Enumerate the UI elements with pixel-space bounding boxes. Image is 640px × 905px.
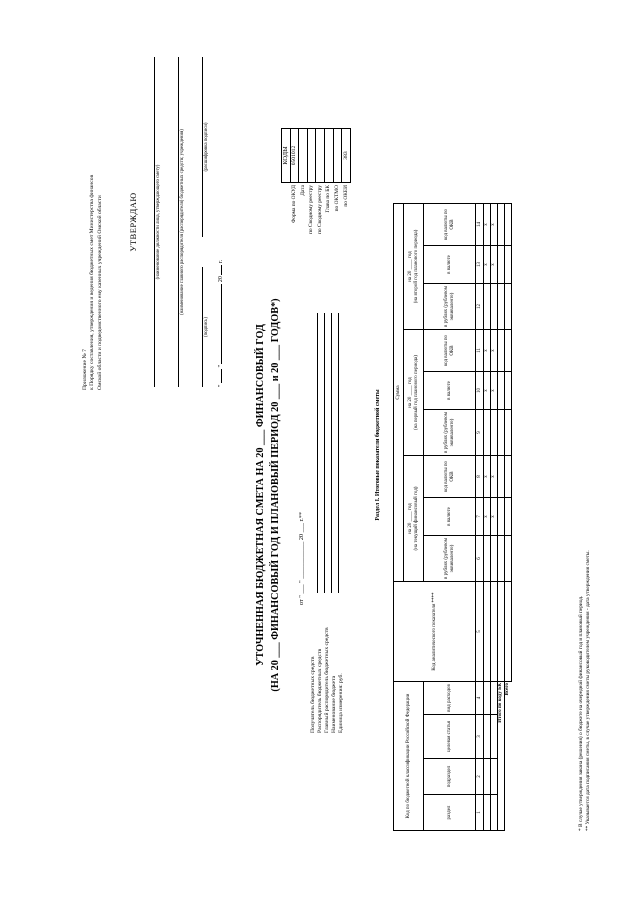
table-row (491, 204, 498, 831)
distributor-line (324, 313, 325, 593)
table-cell (498, 536, 505, 582)
table-cell (491, 284, 498, 330)
x-mark: x (491, 372, 498, 410)
table-cell (498, 410, 505, 456)
col-num: 7 (476, 498, 484, 536)
main-distributor-label: Главный распорядитель бюджетных средств (324, 627, 330, 733)
table-cell (484, 715, 491, 759)
p2-rub: в рублях (рублевом эквиваленте) (424, 410, 476, 456)
footnotes (578, 131, 592, 831)
bk-header: Код по бюджетной классификации Российской Федерации (394, 682, 424, 831)
okud-label: Форма по ОКУД (291, 185, 297, 223)
table-cell (505, 582, 512, 682)
x-mark: x (484, 246, 491, 284)
table-cell (505, 372, 512, 410)
column-number-row (476, 204, 484, 831)
p2-currency: в валюте (424, 372, 476, 410)
col-num: 10 (476, 372, 484, 410)
col-num: 1 (476, 795, 484, 831)
col-expense: вид расходов (424, 682, 476, 715)
period3-header: на 20 ____ год (на второй год планового периода) (404, 204, 424, 330)
table-cell (484, 759, 491, 795)
main-distributor-line (331, 313, 332, 593)
authority-line (178, 57, 179, 387)
total-bk-label: Итого по коду БК (498, 682, 505, 831)
signature-line (202, 267, 203, 387)
table-cell (498, 498, 505, 536)
col-num: 13 (476, 246, 484, 284)
table-cell (505, 330, 512, 372)
x-mark: x (491, 204, 498, 246)
approval-date-row (218, 57, 224, 387)
table-cell (498, 204, 505, 246)
date-quote-close: " (218, 365, 224, 368)
footnote-2: ** Указывается дата подписания сметы, в случае утверждения сметы руководителем учреждения - дата утверждения сметы. (585, 550, 591, 831)
p3-rub: в рублях (рублевом эквиваленте) (424, 284, 476, 330)
registry-label-1: по Сводному реестру (308, 185, 315, 234)
p3-okv: код валюты по ОКВ (424, 204, 476, 246)
table-cell (491, 715, 498, 759)
col-num: 2 (476, 759, 484, 795)
p1-currency: в валюте (424, 498, 476, 536)
codes-header: КОДЫ (282, 129, 291, 183)
col-num: 11 (476, 330, 484, 372)
period2-header: на 20 ____ год (на первый год планового периода) (404, 330, 424, 456)
table-cell (491, 795, 498, 831)
col-subsection: подраздел (424, 759, 476, 795)
table-cell (491, 682, 498, 715)
col-num: 9 (476, 410, 484, 456)
x-mark: x (491, 456, 498, 498)
col-num: 8 (476, 456, 484, 498)
day-blank (221, 369, 222, 383)
col-num: 3 (476, 715, 484, 759)
decoding-caption: (расшифровка подписи) (204, 122, 209, 172)
decoding-line (202, 57, 203, 237)
x-mark: x (484, 372, 491, 410)
okei-label: по ОКЕИ (342, 185, 349, 207)
table-cell (498, 582, 505, 682)
unit-label: Единица измерения: руб. (338, 673, 344, 733)
x-mark: x (484, 456, 491, 498)
appendix-number: Приложение № 7 (82, 349, 88, 390)
date-quote-open: " (218, 384, 224, 387)
recipient-label: Получатель бюджетных средств (310, 656, 316, 733)
distributor-label: Распорядитель бюджетных средств (317, 648, 323, 733)
col-num: 6 (476, 536, 484, 582)
table-cell (505, 246, 512, 284)
table-cell (491, 536, 498, 582)
table-cell (491, 410, 498, 456)
table-cell (484, 582, 491, 682)
appendix-order-line: к Порядку составления, утверждения и ведения бюджетных смет Министерства финансов (89, 174, 96, 390)
position-caption: (наименование должности лица, утверждающего смету) (156, 164, 161, 280)
table-cell (498, 284, 505, 330)
estimate-table (393, 203, 512, 831)
registry-code-1 (307, 129, 316, 183)
date-code (299, 129, 308, 183)
grand-total-label: Всего (505, 683, 511, 696)
date-year-prefix: 20 (218, 276, 224, 283)
table-cell (491, 759, 498, 795)
codes-table (281, 128, 351, 183)
table-row (484, 204, 491, 831)
footnote-1: * В случае утверждения закона (решения) о бюджете на очередной финансовый год и плановый период. (578, 595, 584, 831)
col-num: 12 (476, 284, 484, 330)
grand-total-row (505, 204, 512, 831)
analytic-header: Код аналитического показателя **** (394, 582, 476, 682)
p2-okv: код валюты по ОКВ (424, 330, 476, 372)
document-date-line: от " ___ " ____________ 20 ___ г.** (298, 511, 305, 605)
table-cell (505, 498, 512, 536)
okei-code: 383 (342, 129, 351, 183)
okud-code: 0501012 (290, 129, 299, 183)
col-section: раздел (424, 795, 476, 831)
table-cell (505, 410, 512, 456)
appendix-reference (82, 70, 104, 390)
table-cell (484, 284, 491, 330)
table-cell (505, 456, 512, 498)
oktmo-code (333, 129, 342, 183)
col-num: 4 (476, 682, 484, 715)
chapter-bk-label: Глава по БК (325, 185, 332, 213)
x-mark: x (491, 498, 498, 536)
approval-title: УТВЕРЖДАЮ (128, 192, 138, 252)
x-mark: x (491, 330, 498, 372)
sum-header: Сумма (394, 204, 404, 582)
table-cell (498, 246, 505, 284)
x-mark: x (491, 246, 498, 284)
oktmo-label: по ОКТМО (334, 185, 340, 212)
appendix-org-line: Омской области и подведомственного ему казенных учреждений Омской области (96, 195, 103, 390)
date-year-suffix: г. (218, 259, 224, 264)
x-mark: x (484, 330, 491, 372)
document-title-line2: (НА 20 ___ ФИНАНСОВЫЙ ГОД И ПЛАНОВЫЙ ПЕРИОД 20 ___ и 20 ___ ГОДОВ*) (270, 298, 281, 692)
p1-okv: код валюты по ОКВ (424, 456, 476, 498)
table-cell (505, 204, 512, 246)
col-target: целевая статья (424, 715, 476, 759)
recipient-line (317, 313, 318, 593)
x-mark: x (484, 498, 491, 536)
table-cell (505, 536, 512, 582)
budget-name-line (338, 313, 339, 593)
total-bk-row (498, 204, 505, 831)
document-title-line1: УТОЧНЕННАЯ БЮДЖЕТНАЯ СМЕТА НА 20 ___ ФИНАНСОВЫЙ ГОД (255, 324, 266, 666)
table-cell (484, 795, 491, 831)
budget-name-label: Наименование бюджета (331, 675, 337, 733)
col-num: 5 (476, 582, 484, 682)
authority-caption: (наименование главного распорядителя (распорядителя) бюджетных средств; учреждения) (180, 129, 185, 315)
registry-code-2 (316, 129, 325, 183)
table-cell (491, 582, 498, 682)
table-cell (484, 682, 491, 715)
date-label: Дата (299, 185, 306, 196)
registry-label-2: по Сводному реестру (316, 185, 323, 234)
col-num: 14 (476, 204, 484, 246)
table-cell (498, 330, 505, 372)
chapter-bk-code (324, 129, 333, 183)
table-cell (498, 372, 505, 410)
month-blank (221, 284, 222, 364)
period1-header: на 20 ____ год (на текущий финансовый год) (404, 456, 424, 582)
table-cell (484, 410, 491, 456)
table-cell (484, 536, 491, 582)
p1-rub: в рублях (рублевом эквиваленте) (424, 536, 476, 582)
table-cell (498, 456, 505, 498)
signature-caption: (подпись) (204, 317, 209, 337)
year-blank (221, 265, 222, 275)
table-cell (505, 284, 512, 330)
x-mark: x (484, 204, 491, 246)
p3-currency: в валюте (424, 246, 476, 284)
position-line (154, 57, 155, 387)
section-title: Раздел I. Итоговые показатели бюджетной сметы (375, 389, 381, 521)
